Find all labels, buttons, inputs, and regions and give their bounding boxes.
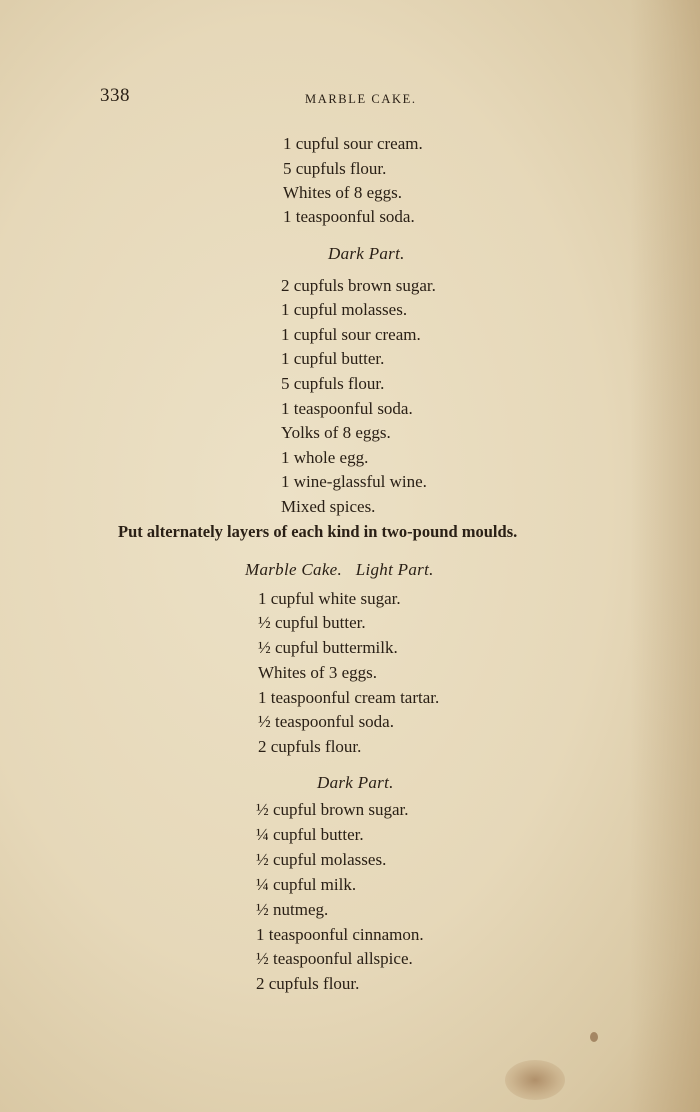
ingredient-line: 1 cupful molasses. (281, 300, 408, 319)
ingredient-line: ½ cupful brown sugar. (256, 800, 409, 819)
instruction-line: Put alternately layers of each kind in two-pound moulds. (118, 522, 518, 541)
section-heading: Dark Part. (317, 773, 394, 792)
page-edge-shadow (630, 0, 700, 1112)
ingredient-line: ¼ cupful butter. (256, 825, 364, 844)
page-stain-spot (590, 1032, 598, 1042)
section-heading: Dark Part. (328, 244, 405, 263)
ingredient-line: Whites of 8 eggs. (283, 183, 402, 202)
ingredient-line: 2 cupfuls flour. (258, 737, 362, 756)
ingredient-line: 1 whole egg. (281, 448, 369, 467)
ingredient-line: 1 cupful sour cream. (283, 134, 423, 153)
ingredient-line: 5 cupfuls flour. (281, 374, 385, 393)
ingredient-line: ½ teaspoonful allspice. (256, 949, 413, 968)
ingredient-line: 1 wine-glassful wine. (281, 472, 427, 491)
ingredient-line: 1 teaspoonful soda. (283, 207, 415, 226)
ingredient-line: ½ cupful butter. (258, 613, 366, 632)
ingredient-line: 1 cupful white sugar. (258, 589, 401, 608)
ingredient-line: Mixed spices. (281, 497, 376, 516)
ingredient-line: ½ cupful buttermilk. (258, 638, 398, 657)
ingredient-line: ½ nutmeg. (256, 900, 329, 919)
ingredient-line: 1 teaspoonful soda. (281, 399, 413, 418)
ingredient-line: ½ cupful molasses. (256, 850, 387, 869)
ingredient-line: Yolks of 8 eggs. (281, 423, 391, 442)
ingredient-line: 2 cupfuls flour. (256, 974, 360, 993)
ingredient-line: ½ teaspoonful soda. (258, 712, 394, 731)
ingredient-line: ¼ cupful milk. (256, 875, 357, 894)
ingredient-line: 1 cupful sour cream. (281, 325, 421, 344)
page-number: 338 (100, 85, 130, 106)
ingredient-line: 1 teaspoonful cinnamon. (256, 925, 424, 944)
running-head: MARBLE CAKE. (305, 92, 417, 106)
page-stain (505, 1060, 565, 1100)
recipe-heading: Marble Cake. Light Part. (245, 560, 434, 579)
ingredient-line: 1 cupful butter. (281, 349, 385, 368)
ingredient-line: 5 cupfuls flour. (283, 159, 387, 178)
ingredient-line: Whites of 3 eggs. (258, 663, 377, 682)
ingredient-line: 2 cupfuls brown sugar. (281, 276, 436, 295)
ingredient-line: 1 teaspoonful cream tartar. (258, 688, 440, 707)
